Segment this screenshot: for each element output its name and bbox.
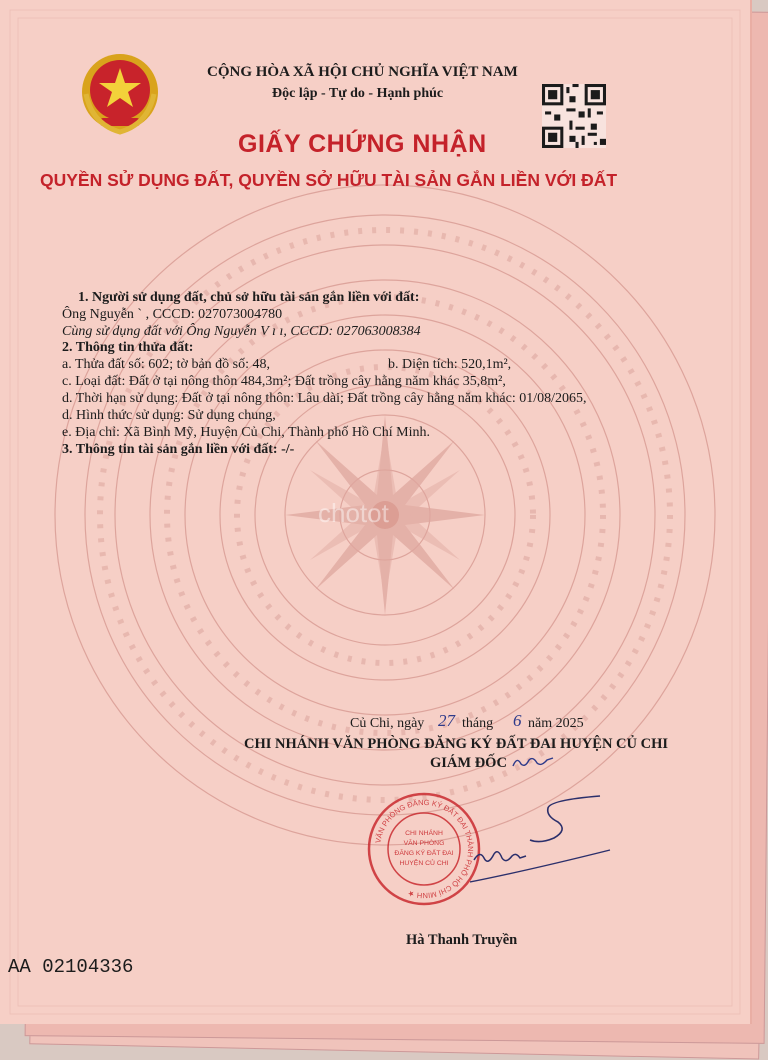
date-month: 6 — [513, 711, 522, 730]
owner-line: Ông Nguyễn ` , CCCD: 027073004780 — [62, 307, 283, 322]
seal-line-2: VĂN PHÒNG — [403, 840, 445, 847]
parcel-area: b. Diện tích: 520,1m², — [388, 357, 512, 372]
date-month-label: tháng — [462, 716, 494, 731]
watermark: chotot — [318, 498, 389, 528]
seal-line-4: HUYỆN CỦ CHI — [399, 860, 449, 867]
section-1-heading: 1. Người sử dụng đất, chủ sở hữu tài sản gắn liền với đất: — [78, 290, 420, 305]
qr-code — [542, 84, 606, 148]
date-prefix: Củ Chi, ngày — [350, 716, 425, 731]
date-day: 27 — [438, 711, 455, 730]
section-2-heading: 2. Thông tin thửa đất: — [62, 340, 194, 355]
section-3-heading: 3. Thông tin tài sản gắn liền với đất: -/- — [62, 442, 295, 457]
usage-term: d. Thời hạn sử dụng: Đất ở tại nông thôn: Lâu dài; Đất trồng cây hằng năm khác: 01/08/2065, — [62, 391, 587, 406]
co-owner-line: Cùng sử dụng đất với Ông Nguyễn V ı ı, CCCD: 027063008384 — [62, 324, 421, 339]
serial-number: AA 02104336 — [8, 956, 134, 978]
svg-text:VĂN PHÒNG ĐĂNG KÝ ĐẤT ĐAI THÀN: VĂN PHÒNG ĐĂNG KÝ ĐẤT ĐAI THÀNH PHỐ HỒ CHÍ MINH ★ — [373, 797, 476, 901]
certificate-subtitle: QUYỀN SỬ DỤNG ĐẤT, QUYỀN SỞ HỮU TÀI SẢN GẮN LIỀN VỚI ĐẤT — [40, 170, 618, 190]
seal-line-3: ĐĂNG KÝ ĐẤT ĐAI — [394, 850, 454, 857]
national-emblem — [72, 50, 168, 140]
official-seal — [365, 790, 483, 908]
parcel-number: a. Thửa đất số: 602; tờ bản đồ số: 48, — [62, 357, 270, 372]
initials-signature — [511, 754, 555, 770]
parcel-address: e. Địa chỉ: Xã Bình Mỹ, Huyện Củ Chi, Thành phố Hồ Chí Minh. — [62, 425, 430, 440]
usage-form: d. Hình thức sử dụng: Sử dụng chung, — [62, 408, 276, 423]
certificate-title: GIẤY CHỨNG NHẬN — [238, 130, 487, 158]
director-signature — [470, 790, 620, 900]
national-motto: Độc lập - Tự do - Hạnh phúc — [272, 86, 444, 101]
issuing-agency: CHI NHÁNH VĂN PHÒNG ĐĂNG KÝ ĐẤT ĐAI HUYỆN CỦ CHI — [244, 736, 669, 752]
country-name: CỘNG HÒA XÃ HỘI CHỦ NGHĨA VIỆT NAM — [207, 64, 518, 80]
land-type: c. Loại đất: Đất ở tại nông thôn 484,3m²; Đất trồng cây hằng năm khác 35,8m², — [62, 374, 506, 389]
seal-line-1: CHI NHÁNH — [405, 830, 443, 837]
signer-name: Hà Thanh Truyền — [406, 932, 518, 948]
signer-position: GIÁM ĐỐC — [430, 755, 507, 771]
date-year: năm 2025 — [528, 716, 584, 731]
